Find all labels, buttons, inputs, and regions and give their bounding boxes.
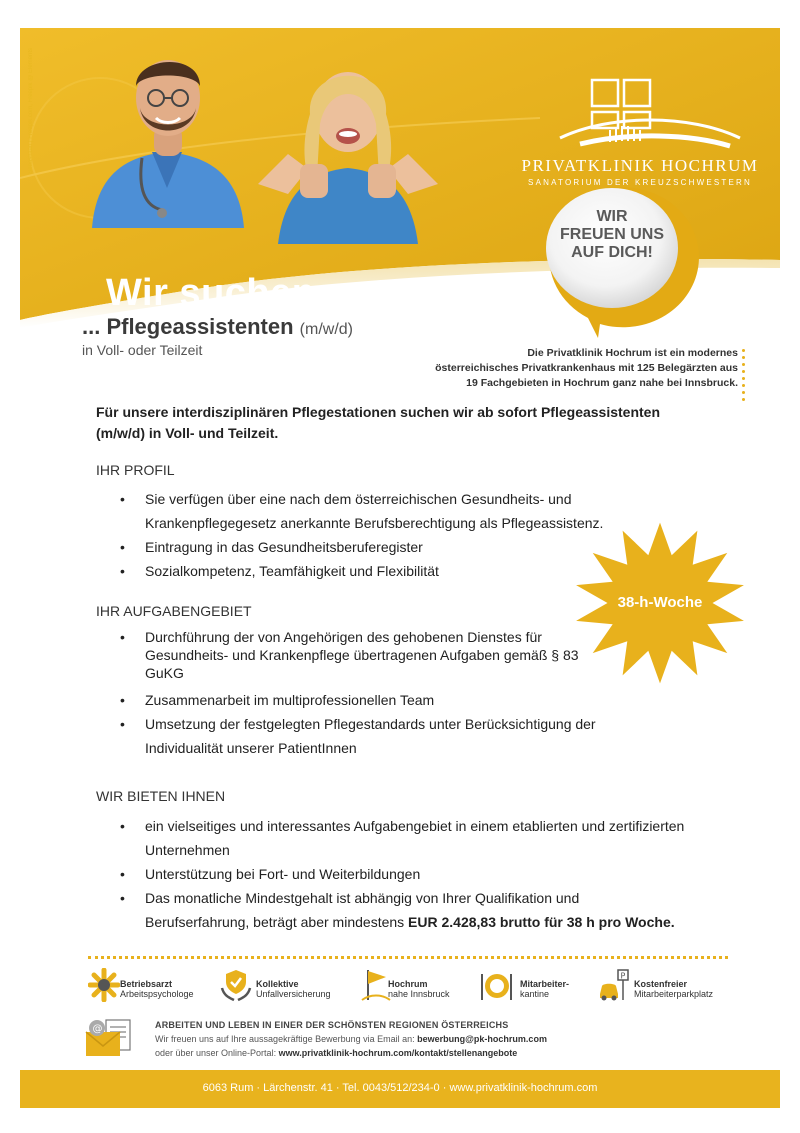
- speech-bubble-shape: [530, 182, 700, 342]
- list-item-salary: [96, 886, 686, 934]
- clinic-subtitle: SANATORIUM DER KREUZSCHWESTERN: [528, 178, 752, 187]
- list-item: • Sie verfügen über eine nach dem österreichischen Gesundheits- und Krankenpflegegesetz anerkannte Berufsberechtigung als Pflegeassistenz.: [96, 487, 676, 535]
- contact-portal-line: [155, 1048, 517, 1058]
- job-title: [82, 314, 353, 340]
- benefit-item: [598, 968, 738, 1004]
- bieten-list: [96, 814, 686, 934]
- benefit-label: [120, 979, 194, 999]
- salary-text: Das monatliche Mindestgehalt ist abhängig von Ihrer Qualifikation und Berufserfahrung, beträgt aber mindestens: [145, 890, 580, 930]
- benefit-item: [220, 968, 350, 1004]
- list-item: • Eintragung in das Gesundheitsberuferegister: [96, 535, 676, 559]
- intro-text: Für unsere interdisziplinären Pflegestationen suchen wir ab sofort Pflegeassistenten (m/w/d) in Voll- und Teilzeit.: [96, 404, 661, 441]
- section-title-profil: IHR PROFIL: [96, 462, 175, 478]
- car-parking-icon: [598, 968, 630, 1002]
- burst-label: 38-h-Woche: [617, 594, 703, 611]
- nurse-man-image: [82, 38, 252, 228]
- contact-heading: ARBEITEN UND LEBEN IN EINER DER SCHÖNSTEN REGIONEN ÖSTERREICHS: [155, 1020, 509, 1030]
- contact-email-link[interactable]: bewerbung@pk-hochrum.com: [417, 1034, 547, 1044]
- clinic-logo-icon: [520, 78, 760, 154]
- list-item: • Unterstützung bei Fort- und Weiterbildungen: [96, 862, 686, 886]
- benefit-line2: Arbeitspsychologe: [120, 989, 194, 999]
- contact-email-text: Wir freuen uns auf Ihre aussagekräftige Bewerbung via Email an:: [155, 1034, 415, 1044]
- section-title-bieten: WIR BIETEN IHNEN: [96, 788, 226, 804]
- benefit-line2: Mitarbeiterparkplatz: [634, 989, 714, 999]
- benefit-line1: Hochrum: [388, 979, 428, 989]
- list-item: • Durchführung der von Angehörigen des gehobenen Dienstes für Gesundheits- und Krankenpflege übertragenen Aufgaben gemäß § 83 GuKG: [96, 628, 646, 682]
- plate-cutlery-icon: [480, 968, 512, 1002]
- salary-amount: EUR 2.428,83 brutto für 38 h pro Woche.: [408, 914, 675, 930]
- footer: [20, 1070, 780, 1108]
- benefit-line1: Kostenfreier: [634, 979, 688, 989]
- clinic-info-line: 19 Fachgebieten in Hochrum ganz nahe bei Innsbruck.: [466, 377, 738, 389]
- clinic-info: [420, 346, 738, 391]
- bubble-line: AUF DICH!: [571, 244, 653, 261]
- envelope-icon: [84, 1018, 134, 1058]
- benefit-line2: nahe Innsbruck: [388, 989, 450, 999]
- benefit-line1: Kollektive: [256, 979, 299, 989]
- benefit-label: [520, 979, 569, 999]
- benefit-line1: Betriebsarzt: [120, 979, 173, 989]
- list-item: • Umsetzung der festgelegten Pflegestandards unter Berücksichtigung der Individualität unserer PatientInnen: [96, 712, 646, 760]
- svg-text:P: P: [620, 971, 626, 981]
- benefit-label: [256, 979, 331, 999]
- speech-bubble: [530, 182, 700, 342]
- nurse-woman-image: [248, 44, 448, 244]
- contact-portal-text: oder über unser Online-Portal:: [155, 1048, 277, 1058]
- contact-email-line: [155, 1034, 547, 1044]
- decorative-dots: [742, 349, 746, 405]
- contact-portal-link[interactable]: www.privatklinik-hochrum.com/kontakt/stellenangebote: [278, 1048, 518, 1058]
- bubble-line: WIR: [596, 208, 628, 225]
- clinic-info-line: Die Privatklinik Hochrum ist ein modernes: [527, 347, 738, 359]
- footer-address: 6063 Rum · Lärchenstr. 41 · Tel. 0043/512/234-0 · www.privatklinik-hochrum.com: [202, 1082, 598, 1094]
- section-title-aufgaben: IHR AUFGABENGEBIET: [96, 603, 252, 619]
- job-title-gender: (m/w/d): [299, 321, 353, 338]
- benefit-line2: Unfallversicherung: [256, 989, 331, 999]
- list-item: • Zusammenarbeit im multiprofessionellen Team: [96, 688, 646, 712]
- list-item: • Sozialkompetenz, Teamfähigkeit und Flexibilität: [96, 559, 676, 583]
- benefit-item: [88, 968, 208, 1004]
- bubble-text: [552, 208, 672, 262]
- medical-staff-icon: [88, 968, 120, 1002]
- benefit-label: [388, 979, 450, 999]
- benefit-label: [634, 979, 713, 999]
- job-title-main: ... Pflegeassistenten: [82, 314, 294, 339]
- job-time: in Voll- oder Teilzeit: [82, 342, 203, 358]
- headline: Wir suchen ...: [106, 272, 360, 314]
- dotted-separator: [88, 956, 728, 959]
- shield-hands-icon: [220, 968, 252, 1002]
- benefit-item: [480, 968, 590, 1004]
- benefit-line2: kantine: [520, 989, 550, 999]
- mail-icon: [84, 1018, 134, 1058]
- benefit-item: [360, 968, 470, 1004]
- benefit-line1: Mitarbeiter-: [520, 979, 570, 989]
- clinic-info-line: österreichisches Privatkrankenhaus mit 125 Belegärzten aus: [435, 362, 738, 374]
- clinic-name: PRIVATKLINIK HOCHRUM: [521, 156, 759, 175]
- list-item: • ein vielseitiges und interessantes Aufgabengebiet in einem etablierten und zertifizierten Unternehmen: [96, 814, 686, 862]
- svg-text:@: @: [92, 1023, 103, 1035]
- burst-badge: [560, 518, 760, 688]
- bubble-line: FREUEN UNS: [559, 226, 664, 243]
- clinic-logo: [520, 78, 760, 188]
- photo-credit: Sebastiaan | Freepik.com, Freepik @ Elements: [28, 48, 34, 174]
